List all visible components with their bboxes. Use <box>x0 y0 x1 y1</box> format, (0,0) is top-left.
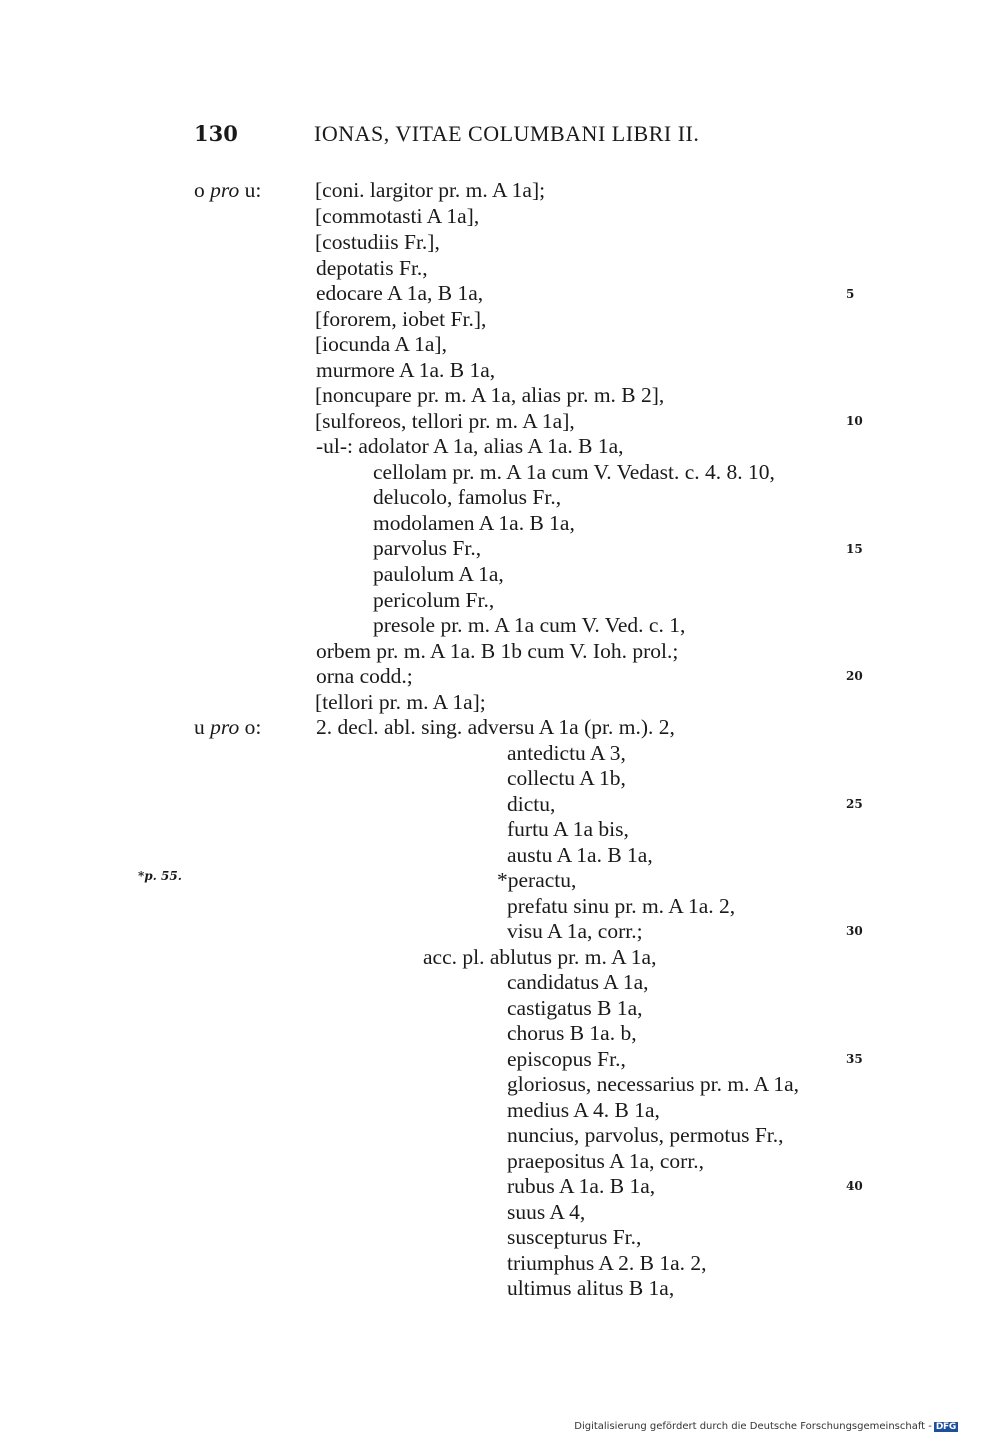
page-number: 130 <box>194 121 238 146</box>
label-middle: pro <box>210 178 240 202</box>
entry-line <box>373 484 561 510</box>
footer-text: Digitalisierung gefördert durch die Deutsche Forschungsgemeinschaft - <box>574 1421 932 1432</box>
entry-line <box>316 638 678 664</box>
entry-line <box>507 842 653 868</box>
label-middle: pro <box>210 715 240 739</box>
entry-line <box>507 893 735 919</box>
entry-line <box>507 1275 674 1301</box>
entry-line <box>507 1122 784 1148</box>
entry-line <box>507 1046 626 1072</box>
entry-line <box>315 306 486 332</box>
entry-text: presole pr. m. A 1a cum V. Ved. c. 1, <box>373 613 686 637</box>
entry-text: [tellori pr. m. A 1a]; <box>315 690 486 714</box>
entry-line <box>315 203 479 229</box>
entry-line <box>507 816 629 842</box>
entry-text: castigatus B 1a, <box>507 996 643 1020</box>
entry-text: dictu, <box>507 792 556 816</box>
running-head: IONAS, VITAE COLUMBANI LIBRI II. <box>314 121 700 146</box>
entry-text: murmore A 1a. B 1a, <box>316 358 496 382</box>
line-number: 20 <box>846 669 863 683</box>
entry-text: 2. decl. abl. sing. adversu A 1a (pr. m.). 2, <box>316 715 675 739</box>
entry-text: delucolo, famolus Fr., <box>373 485 562 509</box>
entry-text: depotatis Fr., <box>316 256 428 280</box>
entry-text: edocare A 1a, B 1a, <box>316 281 484 305</box>
entry-text: medius A 4. B 1a, <box>507 1098 660 1122</box>
entry-text: gloriosus, necessarius pr. m. A 1a, <box>507 1072 800 1096</box>
entry-line <box>507 1020 637 1046</box>
line-number: 15 <box>846 542 863 556</box>
entry-line <box>507 765 626 791</box>
entry-line <box>315 229 440 255</box>
margin-page-reference: *p. 55. <box>138 869 182 883</box>
entry-text: collectu A 1b, <box>507 766 626 790</box>
entry-line <box>316 280 483 306</box>
line-number: 10 <box>846 414 863 428</box>
entry-line <box>507 1148 704 1174</box>
label-suffix: u: <box>244 178 262 202</box>
entry-text: [noncupare pr. m. A 1a, alias pr. m. B 2], <box>315 383 665 407</box>
entry-text: episcopus Fr., <box>507 1047 626 1071</box>
entry-text: modolamen A 1a. B 1a, <box>373 511 575 535</box>
entry-text: -ul-: adolator A 1a, alias A 1a. B 1a, <box>316 434 624 458</box>
line-number: 25 <box>846 797 863 811</box>
entry-text: acc. pl. ablutus pr. m. A 1a, <box>423 945 657 969</box>
entry-text: paulolum A 1a, <box>373 562 504 586</box>
entry-text: ultimus alitus B 1a, <box>507 1276 675 1300</box>
entry-line <box>497 867 576 893</box>
entry-text: [costudiis Fr.], <box>315 230 440 254</box>
entry-line <box>507 1097 660 1123</box>
label-suffix: o: <box>244 715 262 739</box>
entry-text: orna codd.; <box>316 664 413 688</box>
entry-line <box>316 663 413 689</box>
entry-text: [sulforeos, tellori pr. m. A 1a], <box>315 409 575 433</box>
entry-line <box>373 459 775 485</box>
digitization-footer <box>574 1421 958 1432</box>
entry-line <box>315 177 545 203</box>
entry-line <box>315 408 575 434</box>
entry-text: pericolum Fr., <box>373 588 495 612</box>
entry-line <box>507 1199 585 1225</box>
entry-line <box>316 357 495 383</box>
entry-line <box>507 1071 799 1097</box>
entry-text: antedictu A 3, <box>507 741 626 765</box>
entry-line <box>315 382 664 408</box>
entry-line <box>507 1250 706 1276</box>
entry-text: nuncius, parvolus, permotus Fr., <box>507 1123 784 1147</box>
entry-line <box>373 587 494 613</box>
entry-text: chorus B 1a. b, <box>507 1021 637 1045</box>
entry-line <box>507 995 643 1021</box>
entry-text: [iocunda A 1a], <box>315 332 447 356</box>
entry-line <box>507 918 643 944</box>
entry-text: suus A 4, <box>507 1200 586 1224</box>
line-number: 40 <box>846 1179 863 1193</box>
label-prefix: u <box>194 715 205 739</box>
entry-text: parvolus Fr., <box>373 536 482 560</box>
entry-text: suscepturus Fr., <box>507 1225 642 1249</box>
line-number: 35 <box>846 1052 863 1066</box>
line-number: 30 <box>846 924 863 938</box>
entry-line <box>316 255 428 281</box>
dfg-logo: DFG <box>935 1422 956 1432</box>
entry-line <box>315 689 486 715</box>
entry-line <box>315 331 447 357</box>
entry-text: austu A 1a. B 1a, <box>507 843 653 867</box>
entry-text: [fororem, iobet Fr.], <box>315 307 487 331</box>
entry-line <box>507 740 626 766</box>
entry-line <box>373 535 481 561</box>
entry-line <box>423 944 656 970</box>
label-prefix: o <box>194 178 205 202</box>
entry-line <box>507 969 649 995</box>
entry-text: praepositus A 1a, corr., <box>507 1149 705 1173</box>
entry-text: furtu A 1a bis, <box>507 817 629 841</box>
entry-line <box>507 1173 655 1199</box>
entry-text: rubus A 1a. B 1a, <box>507 1174 656 1198</box>
entry-text: cellolam pr. m. A 1a cum V. Vedast. c. 4. 8. 10, <box>373 460 775 484</box>
entry-line <box>316 714 675 740</box>
entry-line <box>373 612 685 638</box>
entry-text: orbem pr. m. A 1a. B 1b cum V. Ioh. prol.; <box>316 639 679 663</box>
entry-text: candidatus A 1a, <box>507 970 649 994</box>
entry-line <box>373 561 504 587</box>
entry-text: visu A 1a, corr.; <box>507 919 643 943</box>
entry-text: [coni. largitor pr. m. A 1a]; <box>315 178 546 202</box>
entry-text: prefatu sinu pr. m. A 1a. 2, <box>507 894 736 918</box>
entry-text: *peractu, <box>497 868 577 892</box>
entry-text: [commotasti A 1a], <box>315 204 480 228</box>
entry-line <box>373 510 575 536</box>
entry-line <box>507 1224 641 1250</box>
entry-line <box>316 433 624 459</box>
entry-text: triumphus A 2. B 1a. 2, <box>507 1251 707 1275</box>
line-number: 5 <box>846 287 855 301</box>
entry-line <box>507 791 555 817</box>
